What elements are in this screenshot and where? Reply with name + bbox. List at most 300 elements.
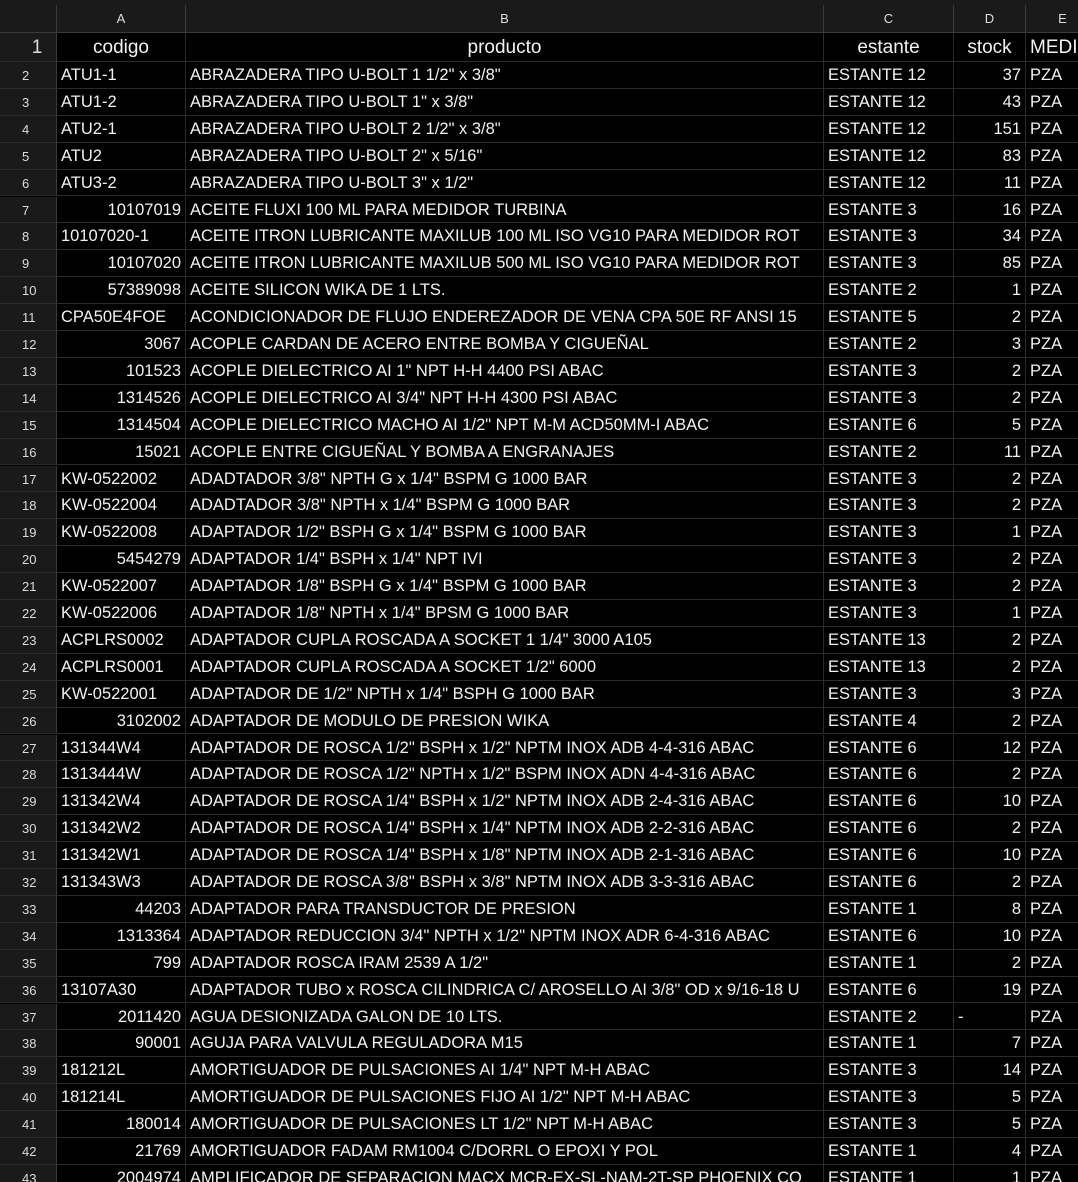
cell-codigo[interactable]: KW-0522007 — [57, 573, 186, 600]
cell-producto[interactable]: ACOPLE DIELECTRICO AI 1" NPT H-H 4400 PSI ABAC — [186, 358, 824, 385]
cell-medida[interactable]: PZA — [1026, 735, 1078, 762]
cell-producto[interactable]: ADAPTADOR DE ROSCA 1/4" BSPH x 1/4" NPTM INOX ADB 2-2-316 ABAC — [186, 815, 824, 842]
header-stock[interactable]: stock — [954, 33, 1026, 62]
cell-estante[interactable]: ESTANTE 3 — [824, 1111, 954, 1138]
cell-producto[interactable]: ADAPTADOR DE 1/2" NPTH x 1/4" BSPH G 1000 BAR — [186, 681, 824, 708]
row-number[interactable]: 8 — [0, 223, 57, 250]
table-row — [0, 197, 1078, 224]
cell-codigo[interactable]: 57389098 — [57, 277, 186, 304]
cell-producto[interactable]: ACOPLE CARDAN DE ACERO ENTRE BOMBA Y CIGUEÑAL — [186, 331, 824, 358]
cell-producto[interactable]: ADAPTADOR 1/4" BSPH x 1/4" NPT IVI — [186, 546, 824, 573]
cell-producto[interactable]: ACEITE FLUXI 100 ML PARA MEDIDOR TURBINA — [186, 197, 824, 224]
cell-stock[interactable]: 2 — [954, 654, 1026, 681]
table-row — [0, 654, 1078, 681]
cell-estante[interactable]: ESTANTE 3 — [824, 466, 954, 493]
cell-medida[interactable]: PZA — [1026, 89, 1078, 116]
header-estante[interactable]: estante — [824, 33, 954, 62]
row-number[interactable]: 37 — [0, 1004, 57, 1031]
cell-codigo[interactable]: 180014 — [57, 1111, 186, 1138]
cell-estante[interactable]: ESTANTE 6 — [824, 761, 954, 788]
cell-codigo[interactable]: 101523 — [57, 358, 186, 385]
cell-producto[interactable]: ADAPTADOR DE ROSCA 1/4" BSPH x 1/2" NPTM INOX ADB 2-4-316 ABAC — [186, 788, 824, 815]
cell-estante[interactable]: ESTANTE 3 — [824, 1057, 954, 1084]
cell-medida[interactable]: PZA — [1026, 761, 1078, 788]
cell-stock[interactable]: 3 — [954, 681, 1026, 708]
cell-stock[interactable]: 1 — [954, 600, 1026, 627]
cell-codigo[interactable]: ATU2 — [57, 143, 186, 170]
header-row — [0, 33, 1078, 62]
row-number[interactable]: 29 — [0, 788, 57, 815]
header-codigo[interactable]: codigo — [57, 33, 186, 62]
cell-producto[interactable]: ADAPTADOR DE MODULO DE PRESION WIKA — [186, 708, 824, 735]
cell-producto[interactable]: ADADTADOR 3/8" NPTH G x 1/4" BSPM G 1000 BAR — [186, 466, 824, 493]
cell-stock[interactable]: 2 — [954, 950, 1026, 977]
cell-estante[interactable]: ESTANTE 3 — [824, 600, 954, 627]
cell-producto[interactable]: ADAPTADOR DE ROSCA 1/4" BSPH x 1/8" NPTM INOX ADB 2-1-316 ABAC — [186, 842, 824, 869]
column-header-b[interactable]: B — [186, 5, 824, 33]
cell-codigo[interactable]: 1313364 — [57, 923, 186, 950]
row-number[interactable]: 13 — [0, 358, 57, 385]
cell-stock[interactable]: 12 — [954, 735, 1026, 762]
cell-estante[interactable]: ESTANTE 6 — [824, 923, 954, 950]
cell-medida[interactable]: PZA — [1026, 842, 1078, 869]
table-row — [0, 412, 1078, 439]
cell-medida[interactable]: PZA — [1026, 1004, 1078, 1031]
row-number[interactable]: 3 — [0, 89, 57, 116]
row-number[interactable]: 22 — [0, 600, 57, 627]
cell-estante[interactable]: ESTANTE 3 — [824, 519, 954, 546]
cell-estante[interactable]: ESTANTE 3 — [824, 681, 954, 708]
cell-codigo[interactable]: KW-0522004 — [57, 492, 186, 519]
cell-codigo[interactable]: 3067 — [57, 331, 186, 358]
cell-stock[interactable]: 43 — [954, 89, 1026, 116]
cell-stock[interactable]: 11 — [954, 439, 1026, 466]
row-number[interactable]: 21 — [0, 573, 57, 600]
cell-estante[interactable]: ESTANTE 3 — [824, 492, 954, 519]
cell-codigo[interactable]: ATU1-1 — [57, 62, 186, 89]
cell-medida[interactable]: PZA — [1026, 223, 1078, 250]
cell-stock[interactable]: 2 — [954, 358, 1026, 385]
cell-codigo[interactable]: 21769 — [57, 1138, 186, 1165]
table-row — [0, 735, 1078, 762]
cell-estante[interactable]: ESTANTE 6 — [824, 412, 954, 439]
cell-codigo[interactable]: KW-0522001 — [57, 681, 186, 708]
cell-producto[interactable]: AMORTIGUADOR DE PULSACIONES FIJO AI 1/2" NPT M-H ABAC — [186, 1084, 824, 1111]
table-row — [0, 896, 1078, 923]
cell-stock[interactable]: 2 — [954, 385, 1026, 412]
cell-medida[interactable]: PZA — [1026, 681, 1078, 708]
cell-medida[interactable]: PZA — [1026, 1111, 1078, 1138]
cell-estante[interactable]: ESTANTE 13 — [824, 654, 954, 681]
cell-medida[interactable]: PZA — [1026, 143, 1078, 170]
cell-medida[interactable]: PZA — [1026, 815, 1078, 842]
column-header-e[interactable]: E — [1026, 5, 1078, 33]
table-row — [0, 681, 1078, 708]
cell-codigo[interactable]: 131342W4 — [57, 788, 186, 815]
cell-estante[interactable]: ESTANTE 1 — [824, 1138, 954, 1165]
cell-producto[interactable]: AGUJA PARA VALVULA REGULADORA M15 — [186, 1030, 824, 1057]
cell-medida[interactable]: PZA — [1026, 1057, 1078, 1084]
cell-stock[interactable]: 2 — [954, 869, 1026, 896]
cell-stock[interactable]: 2 — [954, 708, 1026, 735]
cell-stock[interactable]: 1 — [954, 1165, 1026, 1182]
cell-producto[interactable]: ADAPTADOR DE ROSCA 1/2" NPTH x 1/2" BSPM INOX ADN 4-4-316 ABAC — [186, 761, 824, 788]
cell-producto[interactable]: ACEITE SILICON WIKA DE 1 LTS. — [186, 277, 824, 304]
cell-codigo[interactable]: 131342W1 — [57, 842, 186, 869]
table-row — [0, 277, 1078, 304]
cell-producto[interactable]: ADAPTADOR REDUCCION 3/4" NPTH x 1/2" NPTM INOX ADR 6-4-316 ABAC — [186, 923, 824, 950]
row-number[interactable]: 20 — [0, 546, 57, 573]
cell-producto[interactable]: ACEITE ITRON LUBRICANTE MAXILUB 100 ML ISO VG10 PARA MEDIDOR ROT — [186, 223, 824, 250]
cell-producto[interactable]: ADAPTADOR TUBO x ROSCA CILINDRICA C/ AROSELLO AI 3/8" OD x 9/16-18 U — [186, 977, 824, 1004]
table-row — [0, 304, 1078, 331]
cell-stock[interactable]: 5 — [954, 1084, 1026, 1111]
table-row — [0, 627, 1078, 654]
cell-codigo[interactable]: CPA50E4FOE — [57, 304, 186, 331]
table-row — [0, 358, 1078, 385]
cell-codigo[interactable]: 2011420 — [57, 1004, 186, 1031]
row-number[interactable]: 38 — [0, 1030, 57, 1057]
cell-codigo[interactable]: ATU1-2 — [57, 89, 186, 116]
cell-estante[interactable]: ESTANTE 3 — [824, 223, 954, 250]
cell-codigo[interactable]: KW-0522008 — [57, 519, 186, 546]
cell-medida[interactable]: PZA — [1026, 950, 1078, 977]
row-number[interactable]: 10 — [0, 277, 57, 304]
cell-producto[interactable]: ADAPTADOR 1/2" BSPH G x 1/4" BSPM G 1000 BAR — [186, 519, 824, 546]
cell-stock[interactable]: 2 — [954, 492, 1026, 519]
cell-codigo[interactable]: 181214L — [57, 1084, 186, 1111]
cell-producto[interactable]: ADADTADOR 3/8" NPTH x 1/4" BSPM G 1000 BAR — [186, 492, 824, 519]
cell-codigo[interactable]: 44203 — [57, 896, 186, 923]
cell-medida[interactable]: PZA — [1026, 573, 1078, 600]
table-row — [0, 492, 1078, 519]
cell-medida[interactable]: PZA — [1026, 412, 1078, 439]
cell-medida[interactable]: PZA — [1026, 519, 1078, 546]
table-row — [0, 1057, 1078, 1084]
row-number[interactable]: 40 — [0, 1084, 57, 1111]
table-row — [0, 761, 1078, 788]
cell-medida[interactable]: PZA — [1026, 277, 1078, 304]
cell-medida[interactable]: PZA — [1026, 869, 1078, 896]
cell-producto[interactable]: AGUA DESIONIZADA GALON DE 10 LTS. — [186, 1004, 824, 1031]
cell-stock[interactable]: - — [954, 1004, 1026, 1031]
row-number[interactable]: 16 — [0, 439, 57, 466]
cell-medida[interactable]: PZA — [1026, 977, 1078, 1004]
cell-estante[interactable]: ESTANTE 2 — [824, 277, 954, 304]
table-row — [0, 466, 1078, 493]
header-medida[interactable]: MEDI — [1026, 33, 1078, 62]
cell-medida[interactable]: PZA — [1026, 116, 1078, 143]
cell-stock[interactable]: 8 — [954, 896, 1026, 923]
row-number[interactable]: 23 — [0, 627, 57, 654]
cell-codigo[interactable]: ATU2-1 — [57, 116, 186, 143]
row-number[interactable]: 7 — [0, 197, 57, 224]
table-row — [0, 116, 1078, 143]
row-number[interactable]: 4 — [0, 116, 57, 143]
cell-codigo[interactable]: KW-0522006 — [57, 600, 186, 627]
column-header-a[interactable]: A — [57, 5, 186, 33]
cell-medida[interactable]: PZA — [1026, 600, 1078, 627]
cell-estante[interactable]: ESTANTE 1 — [824, 1165, 954, 1182]
cell-stock[interactable]: 2 — [954, 546, 1026, 573]
cell-estante[interactable]: ESTANTE 1 — [824, 950, 954, 977]
row-number[interactable]: 12 — [0, 331, 57, 358]
cell-estante[interactable]: ESTANTE 3 — [824, 1084, 954, 1111]
row-number[interactable]: 25 — [0, 681, 57, 708]
table-row — [0, 89, 1078, 116]
cell-producto[interactable]: ADAPTADOR 1/8" BSPH G x 1/4" BSPM G 1000 BAR — [186, 573, 824, 600]
row-number[interactable]: 28 — [0, 761, 57, 788]
cell-estante[interactable]: ESTANTE 12 — [824, 62, 954, 89]
cell-stock[interactable]: 2 — [954, 815, 1026, 842]
cell-estante[interactable]: ESTANTE 13 — [824, 627, 954, 654]
cell-medida[interactable]: PZA — [1026, 1030, 1078, 1057]
cell-medida[interactable]: PZA — [1026, 923, 1078, 950]
cell-medida[interactable]: PZA — [1026, 439, 1078, 466]
cell-codigo[interactable]: KW-0522002 — [57, 466, 186, 493]
row-number[interactable]: 14 — [0, 385, 57, 412]
cell-producto[interactable]: ACEITE ITRON LUBRICANTE MAXILUB 500 ML ISO VG10 PARA MEDIDOR ROT — [186, 250, 824, 277]
cell-estante[interactable]: ESTANTE 6 — [824, 735, 954, 762]
cell-stock[interactable]: 5 — [954, 1111, 1026, 1138]
cell-producto[interactable]: ABRAZADERA TIPO U-BOLT 3" x 1/2" — [186, 170, 824, 197]
cell-producto[interactable]: ACOPLE DIELECTRICO MACHO AI 1/2" NPT M-M ACD50MM-I ABAC — [186, 412, 824, 439]
table-row — [0, 708, 1078, 735]
cell-estante[interactable]: ESTANTE 3 — [824, 250, 954, 277]
row-number[interactable]: 18 — [0, 492, 57, 519]
table-row — [0, 600, 1078, 627]
table-row — [0, 1084, 1078, 1111]
cell-codigo[interactable]: 799 — [57, 950, 186, 977]
cell-producto[interactable]: ADAPTADOR CUPLA ROSCADA A SOCKET 1/2" 6000 — [186, 654, 824, 681]
cell-stock[interactable]: 2 — [954, 627, 1026, 654]
header-producto[interactable]: producto — [186, 33, 824, 62]
row-number[interactable]: 2 — [0, 62, 57, 89]
cell-medida[interactable]: PZA — [1026, 546, 1078, 573]
table-row — [0, 439, 1078, 466]
cell-producto[interactable]: ACOPLE ENTRE CIGUEÑAL Y BOMBA A ENGRANAJES — [186, 439, 824, 466]
cell-codigo[interactable]: ATU3-2 — [57, 170, 186, 197]
cell-medida[interactable]: PZA — [1026, 358, 1078, 385]
cell-codigo[interactable]: 1314504 — [57, 412, 186, 439]
cell-codigo[interactable]: 3102002 — [57, 708, 186, 735]
cell-stock[interactable]: 37 — [954, 62, 1026, 89]
cell-producto[interactable]: ADAPTADOR 1/8" NPTH x 1/4" BPSM G 1000 BAR — [186, 600, 824, 627]
cell-estante[interactable]: ESTANTE 6 — [824, 842, 954, 869]
row-number[interactable]: 30 — [0, 815, 57, 842]
cell-medida[interactable]: PZA — [1026, 1138, 1078, 1165]
cell-producto[interactable]: ABRAZADERA TIPO U-BOLT 1 1/2" x 3/8" — [186, 62, 824, 89]
cell-medida[interactable]: PZA — [1026, 304, 1078, 331]
column-header-c[interactable]: C — [824, 5, 954, 33]
cell-estante[interactable]: ESTANTE 12 — [824, 89, 954, 116]
cell-codigo[interactable]: 1314526 — [57, 385, 186, 412]
cell-estante[interactable]: ESTANTE 3 — [824, 546, 954, 573]
cell-medida[interactable]: PZA — [1026, 331, 1078, 358]
cell-stock[interactable]: 19 — [954, 977, 1026, 1004]
cell-medida[interactable]: PZA — [1026, 492, 1078, 519]
cell-stock[interactable]: 34 — [954, 223, 1026, 250]
cell-producto[interactable]: ABRAZADERA TIPO U-BOLT 1" x 3/8" — [186, 89, 824, 116]
cell-estante[interactable]: ESTANTE 3 — [824, 358, 954, 385]
table-row — [0, 1111, 1078, 1138]
cell-medida[interactable]: PZA — [1026, 788, 1078, 815]
cell-codigo[interactable]: 131342W2 — [57, 815, 186, 842]
cell-stock[interactable]: 2 — [954, 304, 1026, 331]
cell-stock[interactable]: 1 — [954, 519, 1026, 546]
cell-estante[interactable]: ESTANTE 12 — [824, 116, 954, 143]
cell-stock[interactable]: 3 — [954, 331, 1026, 358]
cell-producto[interactable]: ACOPLE DIELECTRICO AI 3/4" NPT H-H 4300 PSI ABAC — [186, 385, 824, 412]
cell-stock[interactable]: 151 — [954, 116, 1026, 143]
cell-medida[interactable]: PZA — [1026, 62, 1078, 89]
row-number[interactable]: 39 — [0, 1057, 57, 1084]
cell-producto[interactable]: ABRAZADERA TIPO U-BOLT 2" x 5/16" — [186, 143, 824, 170]
row-number[interactable]: 42 — [0, 1138, 57, 1165]
cell-producto[interactable]: ABRAZADERA TIPO U-BOLT 2 1/2" x 3/8" — [186, 116, 824, 143]
table-row — [0, 842, 1078, 869]
cell-producto[interactable]: ADAPTADOR ROSCA IRAM 2539 A 1/2" — [186, 950, 824, 977]
cell-estante[interactable]: ESTANTE 12 — [824, 143, 954, 170]
cell-medida[interactable]: PZA — [1026, 197, 1078, 224]
row-number[interactable]: 32 — [0, 869, 57, 896]
cell-codigo[interactable]: ACPLRS0002 — [57, 627, 186, 654]
cell-stock[interactable]: 10 — [954, 842, 1026, 869]
row-number[interactable]: 35 — [0, 950, 57, 977]
cell-medida[interactable]: PZA — [1026, 250, 1078, 277]
row-number[interactable]: 31 — [0, 842, 57, 869]
table-row — [0, 385, 1078, 412]
row-number[interactable]: 24 — [0, 654, 57, 681]
table-row — [0, 1138, 1078, 1165]
cell-codigo[interactable]: 181212L — [57, 1057, 186, 1084]
row-number[interactable]: 34 — [0, 923, 57, 950]
cell-codigo[interactable]: 131344W4 — [57, 735, 186, 762]
cell-medida[interactable]: PZA — [1026, 170, 1078, 197]
cell-estante[interactable]: ESTANTE 2 — [824, 331, 954, 358]
cell-estante[interactable]: ESTANTE 1 — [824, 896, 954, 923]
cell-codigo[interactable]: 131343W3 — [57, 869, 186, 896]
row-number[interactable]: 36 — [0, 977, 57, 1004]
row-number[interactable]: 6 — [0, 170, 57, 197]
cell-medida[interactable]: PZA — [1026, 466, 1078, 493]
cell-producto[interactable]: ADAPTADOR DE ROSCA 3/8" BSPH x 3/8" NPTM INOX ADB 3-3-316 ABAC — [186, 869, 824, 896]
table-row — [0, 1165, 1078, 1182]
row-number[interactable]: 33 — [0, 896, 57, 923]
cell-medida[interactable]: PZA — [1026, 627, 1078, 654]
row-number[interactable]: 41 — [0, 1111, 57, 1138]
cell-medida[interactable]: PZA — [1026, 654, 1078, 681]
cell-medida[interactable]: PZA — [1026, 1084, 1078, 1111]
cell-stock[interactable]: 5 — [954, 412, 1026, 439]
cell-stock[interactable]: 16 — [954, 197, 1026, 224]
cell-producto[interactable]: AMORTIGUADOR DE PULSACIONES AI 1/4" NPT M-H ABAC — [186, 1057, 824, 1084]
row-number[interactable]: 19 — [0, 519, 57, 546]
cell-stock[interactable]: 2 — [954, 466, 1026, 493]
cell-estante[interactable]: ESTANTE 6 — [824, 869, 954, 896]
cell-codigo[interactable]: 10107020-1 — [57, 223, 186, 250]
table-row — [0, 869, 1078, 896]
cell-codigo[interactable]: 1313444W — [57, 761, 186, 788]
cell-estante[interactable]: ESTANTE 1 — [824, 1030, 954, 1057]
cell-stock[interactable]: 83 — [954, 143, 1026, 170]
cell-estante[interactable]: ESTANTE 2 — [824, 1004, 954, 1031]
cell-estante[interactable]: ESTANTE 6 — [824, 977, 954, 1004]
table-row — [0, 923, 1078, 950]
table-row — [0, 223, 1078, 250]
cell-estante[interactable]: ESTANTE 5 — [824, 304, 954, 331]
table-row — [0, 815, 1078, 842]
cell-codigo[interactable]: 13107A30 — [57, 977, 186, 1004]
row-number[interactable]: 17 — [0, 466, 57, 493]
cell-stock[interactable]: 2 — [954, 573, 1026, 600]
select-all-corner[interactable] — [0, 5, 57, 33]
cell-stock[interactable]: 11 — [954, 170, 1026, 197]
cell-codigo[interactable]: 15021 — [57, 439, 186, 466]
row-number[interactable]: 27 — [0, 735, 57, 762]
cell-medida[interactable]: PZA — [1026, 896, 1078, 923]
cell-estante[interactable]: ESTANTE 6 — [824, 788, 954, 815]
cell-stock[interactable]: 2 — [954, 761, 1026, 788]
table-row — [0, 62, 1078, 89]
cell-producto[interactable]: AMORTIGUADOR FADAM RM1004 C/DORRL O EPOXI Y POL — [186, 1138, 824, 1165]
cell-codigo[interactable]: 10107019 — [57, 197, 186, 224]
table-row — [0, 170, 1078, 197]
cell-estante[interactable]: ESTANTE 4 — [824, 708, 954, 735]
cell-codigo[interactable]: ACPLRS0001 — [57, 654, 186, 681]
cell-stock[interactable]: 7 — [954, 1030, 1026, 1057]
row-number[interactable]: 43 — [0, 1165, 57, 1182]
cell-estante[interactable]: ESTANTE 3 — [824, 385, 954, 412]
cell-medida[interactable]: PZA — [1026, 708, 1078, 735]
cell-medida[interactable]: PZA — [1026, 385, 1078, 412]
row-number[interactable]: 26 — [0, 708, 57, 735]
cell-codigo[interactable]: 2004974 — [57, 1165, 186, 1182]
cell-estante[interactable]: ESTANTE 3 — [824, 573, 954, 600]
cell-medida[interactable]: PZA — [1026, 1165, 1078, 1182]
cell-stock[interactable]: 4 — [954, 1138, 1026, 1165]
cell-codigo[interactable]: 5454279 — [57, 546, 186, 573]
row-number[interactable]: 1 — [0, 33, 57, 62]
column-header-d[interactable]: D — [954, 5, 1026, 33]
row-number[interactable]: 5 — [0, 143, 57, 170]
table-row — [0, 1004, 1078, 1031]
row-number[interactable]: 9 — [0, 250, 57, 277]
table-row — [0, 573, 1078, 600]
cell-producto[interactable]: AMORTIGUADOR DE PULSACIONES LT 1/2" NPT M-H ABAC — [186, 1111, 824, 1138]
cell-stock[interactable]: 14 — [954, 1057, 1026, 1084]
cell-producto[interactable]: AMPLIFICADOR DE SEPARACION MACX MCR-EX-SL-NAM-2T-SP PHOENIX CO — [186, 1165, 824, 1182]
table-row — [0, 950, 1078, 977]
cell-producto[interactable]: ACONDICIONADOR DE FLUJO ENDEREZADOR DE VENA CPA 50E RF ANSI 15 — [186, 304, 824, 331]
cell-estante[interactable]: ESTANTE 3 — [824, 197, 954, 224]
cell-stock[interactable]: 1 — [954, 277, 1026, 304]
row-number[interactable]: 11 — [0, 304, 57, 331]
cell-producto[interactable]: ADAPTADOR CUPLA ROSCADA A SOCKET 1 1/4" 3000 A105 — [186, 627, 824, 654]
cell-stock[interactable]: 85 — [954, 250, 1026, 277]
cell-codigo[interactable]: 10107020 — [57, 250, 186, 277]
cell-estante[interactable]: ESTANTE 2 — [824, 439, 954, 466]
row-number[interactable]: 15 — [0, 412, 57, 439]
cell-stock[interactable]: 10 — [954, 788, 1026, 815]
cell-stock[interactable]: 10 — [954, 923, 1026, 950]
cell-producto[interactable]: ADAPTADOR PARA TRANSDUCTOR DE PRESION — [186, 896, 824, 923]
cell-estante[interactable]: ESTANTE 12 — [824, 170, 954, 197]
cell-codigo[interactable]: 90001 — [57, 1030, 186, 1057]
cell-producto[interactable]: ADAPTADOR DE ROSCA 1/2" BSPH x 1/2" NPTM INOX ADB 4-4-316 ABAC — [186, 735, 824, 762]
table-row — [0, 519, 1078, 546]
cell-estante[interactable]: ESTANTE 6 — [824, 815, 954, 842]
